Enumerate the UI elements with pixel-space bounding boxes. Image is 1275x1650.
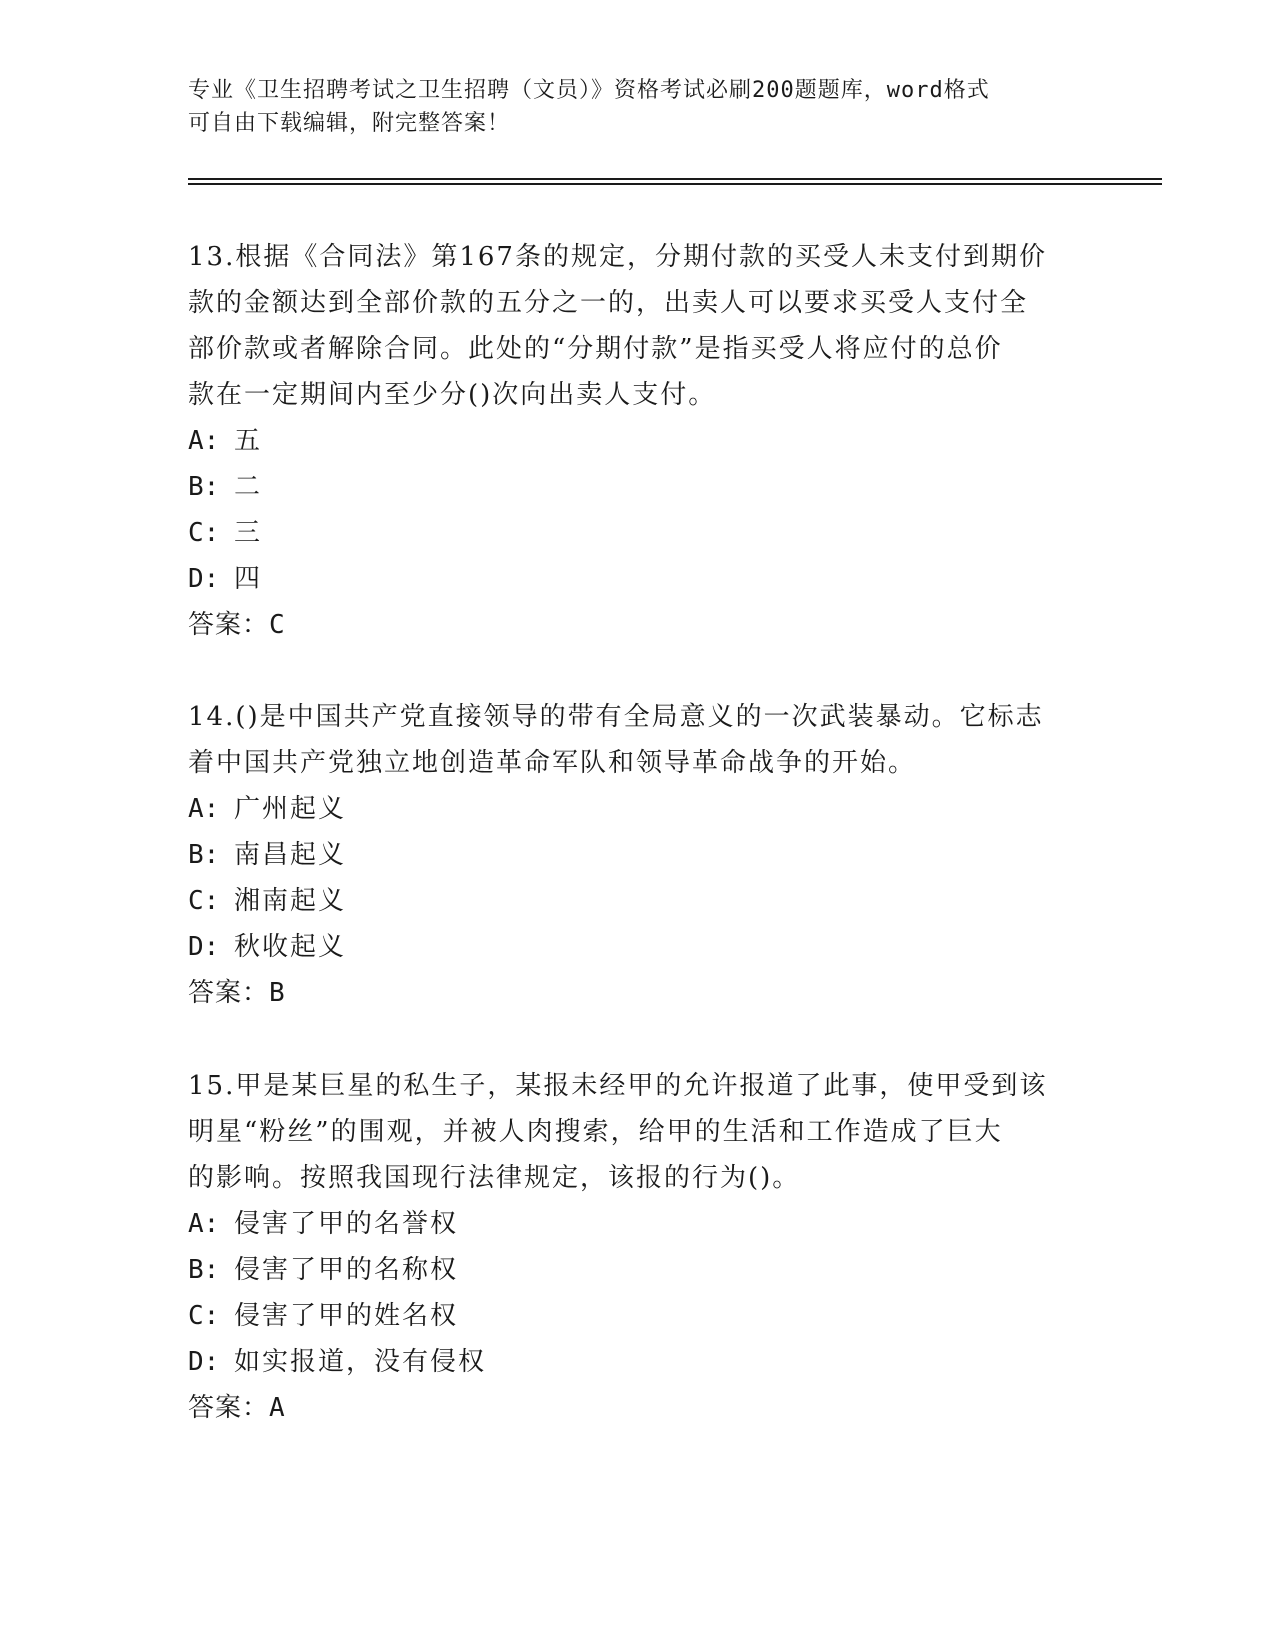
option-d (188, 556, 1088, 602)
option-letter: B: (188, 1255, 220, 1285)
answer-value: C (269, 610, 286, 640)
answer-label: 答案： (188, 1393, 270, 1423)
option-text: 二 (234, 472, 263, 502)
question-14 (188, 694, 1088, 1016)
stem-line: 明星“粉丝”的围观，并被人肉搜索，给甲的生活和工作造成了巨大 (188, 1117, 1003, 1147)
header-line-1: 专业《卫生招聘考试之卫生招聘（文员）》资格考试必刷200题题库，word格式 (188, 78, 990, 103)
answer-label: 答案： (188, 978, 270, 1008)
answer-value: A (269, 1393, 286, 1423)
option-text: 侵害了甲的名称权 (234, 1255, 459, 1285)
stem-line: 的影响。按照我国现行法律规定，该报的行为()。 (188, 1163, 801, 1193)
stem-line: 着中国共产党独立地创造革命军队和领导革命战争的开始。 (188, 748, 917, 778)
question-15 (188, 1063, 1088, 1431)
answer-value: B (269, 978, 286, 1008)
header-line-2: 可自由下载编辑，附完整答案！ (188, 111, 511, 136)
option-letter: A: (188, 794, 220, 824)
stem-line: 14.()是中国共产党直接领导的带有全局意义的一次武装暴动。它标志 (188, 702, 1044, 732)
option-letter: D: (188, 932, 220, 962)
option-text: 侵害了甲的名誉权 (234, 1209, 459, 1239)
option-c (188, 1293, 1088, 1339)
document-header (188, 74, 1088, 140)
answer-line (188, 602, 1088, 648)
header-divider-bottom (188, 183, 1162, 185)
option-text: 如实报道，没有侵权 (234, 1347, 487, 1377)
option-text: 三 (234, 518, 263, 548)
option-letter: A: (188, 426, 220, 456)
stem-line: 13.根据《合同法》第167条的规定，分期付款的买受人未支付到期价 (188, 242, 1047, 272)
option-letter: B: (188, 472, 220, 502)
option-letter: B: (188, 840, 220, 870)
option-a (188, 418, 1088, 464)
option-c (188, 878, 1088, 924)
option-text: 广州起义 (234, 794, 347, 824)
question-stem (188, 234, 1088, 418)
option-letter: C: (188, 1301, 220, 1331)
option-text: 秋收起义 (234, 932, 347, 962)
option-letter: D: (188, 564, 220, 594)
answer-line (188, 970, 1088, 1016)
option-a (188, 786, 1088, 832)
option-b (188, 1247, 1088, 1293)
question-stem (188, 694, 1088, 786)
option-d (188, 1339, 1088, 1385)
stem-line: 款的金额达到全部价款的五分之一的，出卖人可以要求买受人支付全 (188, 288, 1029, 318)
option-text: 南昌起义 (234, 840, 347, 870)
header-divider-top (188, 178, 1162, 180)
option-letter: C: (188, 886, 220, 916)
option-b (188, 464, 1088, 510)
answer-line (188, 1385, 1088, 1431)
option-d (188, 924, 1088, 970)
option-letter: C: (188, 518, 220, 548)
option-text: 五 (234, 426, 263, 456)
option-c (188, 510, 1088, 556)
question-13 (188, 234, 1088, 648)
stem-line: 款在一定期间内至少分()次向出卖人支付。 (188, 380, 717, 410)
answer-label: 答案： (188, 610, 270, 640)
option-text: 四 (234, 564, 263, 594)
option-text: 湘南起义 (234, 886, 347, 916)
option-letter: A: (188, 1209, 220, 1239)
option-b (188, 832, 1088, 878)
option-a (188, 1201, 1088, 1247)
option-text: 侵害了甲的姓名权 (234, 1301, 459, 1331)
question-stem (188, 1063, 1088, 1201)
stem-line: 15.甲是某巨星的私生子，某报未经甲的允许报道了此事，使甲受到该 (188, 1071, 1048, 1101)
option-letter: D: (188, 1347, 220, 1377)
stem-line: 部价款或者解除合同。此处的“分期付款”是指买受人将应付的总价 (188, 334, 1003, 364)
